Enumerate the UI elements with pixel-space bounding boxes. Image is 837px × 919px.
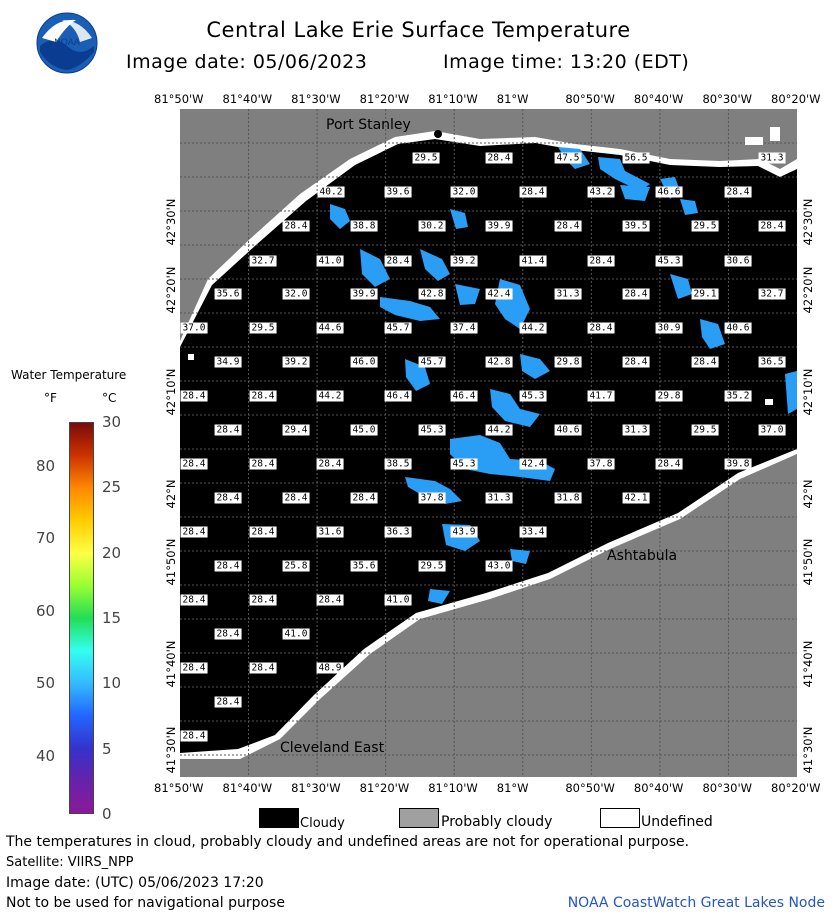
temperature-label: 31.3: [556, 288, 580, 300]
temperature-label: 28.4: [251, 662, 275, 674]
temperature-label: 28.4: [726, 186, 750, 198]
label-ashtabula: Ashtabula: [607, 548, 678, 564]
temperature-label: 39.5: [624, 220, 648, 232]
temperature-label: 28.4: [386, 255, 410, 267]
temperature-label: 39.2: [452, 255, 476, 267]
latitude-label: 42°10'N: [801, 368, 815, 416]
temperature-label: 28.4: [182, 390, 206, 402]
temperature-label: 40.6: [556, 424, 580, 436]
temperature-label: 42.4: [521, 458, 545, 470]
temperature-label: 42.4: [487, 288, 511, 300]
latitude-label: 42°N: [164, 479, 178, 509]
temperature-label: 34.9: [216, 356, 240, 368]
temperature-label: 29.5: [414, 152, 438, 164]
port-stanley-marker: [434, 130, 442, 138]
temperature-label: 45.0: [352, 424, 376, 436]
temperature-label: 28.4: [182, 458, 206, 470]
temperature-label: 37.4: [452, 322, 476, 334]
label-port-stanley: Port Stanley: [326, 117, 411, 133]
temperature-label: 29.8: [556, 356, 580, 368]
temperature-label: 28.4: [284, 492, 308, 504]
temperature-label: 44.6: [318, 322, 342, 334]
temperature-label: 45.3: [657, 255, 681, 267]
temperature-label: 41.0: [318, 255, 342, 267]
fahrenheit-tick: 60: [36, 601, 56, 620]
temperature-label: 28.4: [251, 390, 275, 402]
longitude-label: 81°40'W: [222, 92, 273, 106]
color-scale-bar: [69, 422, 94, 814]
temperature-label: 45.3: [521, 390, 545, 402]
temperature-label: 39.9: [352, 288, 376, 300]
longitude-label: 81°30'W: [291, 781, 341, 795]
temperature-label: 28.4: [216, 492, 240, 504]
longitude-label: 81°W: [496, 92, 529, 106]
fahrenheit-tick: 70: [36, 529, 56, 548]
temperature-label: 28.4: [556, 220, 580, 232]
temperature-label: 46.4: [452, 390, 476, 402]
temperature-label: 43.2: [589, 186, 613, 198]
temperature-label: 35.2: [726, 390, 750, 402]
temperature-label: 28.4: [589, 322, 613, 334]
legend-swatch-probably-cloudy: [399, 808, 439, 828]
temperature-label: 28.4: [352, 492, 376, 504]
temperature-label: 45.7: [420, 356, 444, 368]
latitude-label: 41°40'N: [801, 640, 815, 688]
temperature-label: 29.8: [657, 390, 681, 402]
temperature-label: 31.3: [487, 492, 511, 504]
lake-map: [180, 109, 797, 777]
footer-utc-date: Image date: (UTC) 05/06/2023 17:20: [6, 875, 264, 891]
temperature-label: 28.4: [589, 255, 613, 267]
temperature-label: 29.5: [420, 560, 444, 572]
legend-swatch-undefined: [600, 808, 640, 828]
latitude-label: 42°30'N: [164, 198, 178, 246]
temperature-label: 40.6: [726, 322, 750, 334]
temperature-label: 43.0: [487, 560, 511, 572]
temperature-label: 30.9: [657, 322, 681, 334]
temperature-label: 39.8: [726, 458, 750, 470]
temperature-label: 35.6: [352, 560, 376, 572]
temperature-label: 42.1: [624, 492, 648, 504]
longitude-label: 80°30'W: [702, 781, 752, 795]
temperature-label: 46.6: [657, 186, 681, 198]
temperature-label: 28.4: [521, 186, 545, 198]
temperature-label: 41.0: [386, 594, 410, 606]
temperature-label: 30.6: [726, 255, 750, 267]
temperature-label: 36.3: [386, 526, 410, 538]
temperature-label: 28.4: [693, 356, 717, 368]
temperature-label: 31.8: [556, 492, 580, 504]
temperature-label: 28.4: [251, 594, 275, 606]
map-canvas: [180, 109, 797, 777]
fahrenheit-tick: 50: [36, 674, 56, 693]
temperature-label: 41.0: [284, 628, 308, 640]
temperature-label: 28.4: [182, 730, 206, 742]
temperature-label: 29.5: [693, 220, 717, 232]
temperature-label: 29.5: [693, 424, 717, 436]
latitude-label: 42°10'N: [164, 368, 178, 416]
temperature-label: 28.4: [182, 526, 206, 538]
longitude-label: 81°30'W: [291, 92, 341, 106]
footer-nav-warning: Not to be used for navigational purpose: [6, 895, 285, 911]
temperature-label: 32.7: [760, 288, 784, 300]
temperature-label: 28.4: [216, 696, 240, 708]
legend-probably-cloudy: Probably cloudy: [441, 814, 553, 830]
latitude-label: 41°50'N: [801, 538, 815, 586]
celsius-tick: 25: [102, 478, 122, 497]
latitude-label: 41°30'N: [164, 726, 178, 774]
longitude-label: 81°10'W: [428, 92, 478, 106]
footer-satellite: Satellite: VIIRS_NPP: [6, 855, 134, 870]
longitude-label: 80°20'W: [771, 781, 821, 795]
footer-disclaimer: The temperatures in cloud, probably cloudy and undefined areas are not for operational purpose.: [6, 834, 690, 850]
temperature-label: 37.0: [182, 322, 206, 334]
legend-undefined: Undefined: [641, 814, 713, 830]
temperature-label: 39.6: [386, 186, 410, 198]
temperature-label: 28.4: [284, 220, 308, 232]
longitude-label: 81°W: [496, 781, 529, 795]
celsius-tick: 20: [102, 543, 122, 562]
temperature-label: 41.4: [521, 255, 545, 267]
temperature-label: 46.0: [352, 356, 376, 368]
temperature-label: 36.5: [760, 356, 784, 368]
temperature-label: 41.7: [589, 390, 613, 402]
temperature-label: 33.4: [521, 526, 545, 538]
logo-text: NOAA: [54, 37, 80, 47]
image-date: Image date: 05/06/2023: [126, 51, 368, 73]
temperature-label: 39.2: [284, 356, 308, 368]
legend-swatch-cloudy: [259, 808, 299, 828]
longitude-label: 80°40'W: [633, 781, 684, 795]
temperature-label: 46.4: [386, 390, 410, 402]
longitude-label: 81°20'W: [359, 781, 410, 795]
temperature-label: 39.9: [487, 220, 511, 232]
longitude-label: 80°50'W: [565, 92, 615, 106]
temperature-label: 28.4: [216, 628, 240, 640]
longitude-label: 80°30'W: [702, 92, 752, 106]
latitude-label: 42°20'N: [164, 266, 178, 314]
temperature-label: 28.4: [624, 288, 648, 300]
temperature-label: 29.5: [251, 322, 275, 334]
temperature-label: 32.0: [284, 288, 308, 300]
temperature-label: 38.5: [386, 458, 410, 470]
celsius-tick: 10: [102, 674, 122, 693]
image-time: Image time: 13:20 (EDT): [443, 51, 690, 73]
temperature-label: 43.9: [452, 526, 476, 538]
temperature-label: 28.4: [657, 458, 681, 470]
temperature-label: 37.0: [760, 424, 784, 436]
temperature-label: 29.4: [284, 424, 308, 436]
temperature-label: 28.4: [182, 662, 206, 674]
temperature-label: 37.8: [420, 492, 444, 504]
temperature-label: 28.4: [624, 356, 648, 368]
temperature-label: 44.2: [487, 424, 511, 436]
longitude-label: 80°40'W: [633, 92, 684, 106]
latitude-label: 41°30'N: [801, 726, 815, 774]
temperature-label: 37.8: [589, 458, 613, 470]
label-cleveland-east: Cleveland East: [280, 740, 385, 756]
longitude-label: 81°50'W: [154, 781, 204, 795]
temperature-label: 28.4: [182, 594, 206, 606]
latitude-label: 41°50'N: [164, 538, 178, 586]
celsius-tick: 5: [102, 739, 112, 758]
temperature-label: 28.4: [487, 152, 511, 164]
temperature-label: 42.8: [420, 288, 444, 300]
temperature-label: 28.4: [760, 220, 784, 232]
temperature-label: 42.8: [487, 356, 511, 368]
temperature-label: 30.2: [420, 220, 444, 232]
legend-cloudy: Cloudy: [300, 816, 345, 831]
temperature-label: 44.2: [318, 390, 342, 402]
unit-fahrenheit: °F: [44, 391, 57, 405]
unit-celsius: °C: [102, 391, 117, 405]
temperature-label: 44.2: [521, 322, 545, 334]
longitude-label: 80°50'W: [565, 781, 615, 795]
temperature-label: 28.4: [251, 458, 275, 470]
temperature-label: 32.0: [452, 186, 476, 198]
temperature-label: 25.8: [284, 560, 308, 572]
temperature-label: 31.3: [624, 424, 648, 436]
temperature-label: 28.4: [318, 594, 342, 606]
fahrenheit-tick: 80: [36, 456, 56, 475]
temperature-label: 28.4: [251, 526, 275, 538]
latitude-label: 42°30'N: [801, 198, 815, 246]
temperature-label: 28.4: [216, 560, 240, 572]
legend-title: Water Temperature: [11, 368, 127, 382]
temperature-label: 29.1: [693, 288, 717, 300]
latitude-label: 42°20'N: [801, 266, 815, 314]
page-title: Central Lake Erie Surface Temperature: [206, 18, 631, 42]
celsius-tick: 30: [102, 413, 122, 431]
fahrenheit-tick: 40: [36, 746, 56, 765]
temperature-label: 40.2: [319, 186, 343, 198]
longitude-label: 81°50'W: [154, 92, 204, 106]
longitude-label: 80°20'W: [771, 92, 821, 106]
temperature-label: 45.3: [452, 458, 476, 470]
longitude-label: 81°40'W: [222, 781, 273, 795]
celsius-tick: 15: [102, 609, 122, 627]
latitude-label: 41°40'N: [164, 640, 178, 688]
temperature-label: 28.4: [216, 424, 240, 436]
longitude-label: 81°10'W: [428, 781, 478, 795]
longitude-label: 81°20'W: [359, 92, 410, 106]
temperature-label: 45.3: [420, 424, 444, 436]
temperature-label: 32.7: [251, 255, 275, 267]
temperature-label: 31.6: [318, 526, 342, 538]
temperature-label: 35.6: [216, 288, 240, 300]
temperature-label: 47.5: [556, 152, 580, 164]
temperature-label: 45.7: [386, 322, 410, 334]
temperature-label: 48.9: [318, 662, 342, 674]
temperature-label: 56.5: [624, 152, 648, 164]
temperature-label: 31.3: [760, 152, 784, 164]
latitude-label: 42°N: [801, 479, 815, 509]
temperature-label: 28.4: [318, 458, 342, 470]
temperature-label: 38.8: [352, 220, 376, 232]
celsius-tick: 0: [102, 805, 112, 823]
footer-credit: NOAA CoastWatch Great Lakes Node: [567, 895, 825, 911]
